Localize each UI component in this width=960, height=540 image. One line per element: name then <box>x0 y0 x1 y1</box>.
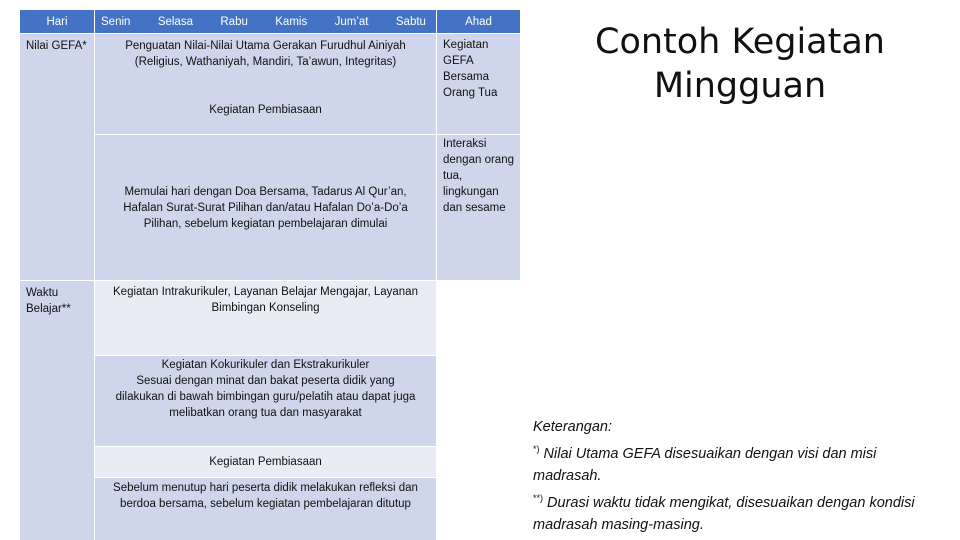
kokurikuler-body: Sesuai dengan minat dan bakat peserta didik yang dilakukan di bawah bimbingan guru/pelatih atau dapat juga melibatkan orang tua dan masyarakat <box>115 375 416 419</box>
row-label-nilai-gefa <box>20 34 94 280</box>
note-2-marker: **) <box>533 492 544 503</box>
header-ahad <box>437 10 520 33</box>
header-ahad-label: Ahad <box>465 15 492 28</box>
memulai-hari-text: Memulai hari dengan Doa Bersama, Tadarus Al Qur’an, Hafalan Surat-Surat Pilihan dan/atau Hafalan Do’a-Do’a Pilihan, sebelum kegiatan pembelajaran dimulai <box>123 185 408 230</box>
ahad-interaksi-text: Interaksi dengan orang tua, lingkungan dan sesame <box>443 138 514 214</box>
cell-kokurikuler <box>95 356 436 446</box>
cell-memulai-hari <box>95 135 436 280</box>
waktu-belajar-label: Waktu Belajar** <box>26 287 71 315</box>
kokurikuler-title: Kegiatan Kokurikuler dan Ekstrakurikuler <box>161 359 370 371</box>
nilai-gefa-label: Nilai GEFA* <box>26 40 87 52</box>
penguatan-line1: Penguatan Nilai-Nilai Utama Gerakan Furudhul Ainiyah <box>125 40 406 52</box>
notes-heading: Keterangan: <box>533 419 613 435</box>
intrakurikuler-text: Kegiatan Intrakurikuler, Layanan Belajar Mengajar, Layanan Bimbingan Konseling <box>113 286 418 314</box>
row-label-waktu-belajar <box>20 281 94 540</box>
note-1-marker: *) <box>533 444 540 454</box>
ahad-gefa-text: Kegiatan GEFA Bersama Orang Tua <box>443 39 498 99</box>
cell-penguatan <box>95 34 436 134</box>
cell-ahad-interaksi <box>437 135 520 280</box>
cell-intrakurikuler <box>95 281 436 355</box>
note-2-text: Durasi waktu tidak mengikat, disesuaikan dengan kondisi madrasah masing-masing. <box>533 494 915 533</box>
header-hari <box>20 10 94 33</box>
kegiatan-pembiasaan-1: Kegiatan Pembiasaan <box>209 104 322 116</box>
header-senin: Senin <box>101 15 131 28</box>
cell-kegiatan-pembiasaan-2 <box>95 447 436 477</box>
penguatan-line2: (Religius, Wathaniyah, Mandiri, Ta’awun, Integritas) <box>134 56 397 68</box>
page-title: Contoh Kegiatan Mingguan <box>595 22 885 106</box>
header-kamis: Kamis <box>275 15 308 28</box>
header-days <box>95 10 436 33</box>
menutup-hari-text: Sebelum menutup hari peserta didik melakukan refleksi dan berdoa bersama, sebelum kegiatan pembelajaran ditutup <box>113 482 418 510</box>
header-hari-label: Hari <box>46 15 68 28</box>
cell-menutup-hari <box>95 478 436 540</box>
kegiatan-pembiasaan-2-text: Kegiatan Pembiasaan <box>209 456 322 468</box>
header-rabu: Rabu <box>220 15 248 28</box>
notes-block <box>533 416 943 536</box>
note-1-text: Nilai Utama GEFA disesuaikan dengan visi dan misi madrasah. <box>533 445 877 484</box>
header-jumat: Jum’at <box>334 15 369 28</box>
note-1 <box>533 438 943 487</box>
cell-ahad-gefa <box>437 34 520 134</box>
header-selasa: Selasa <box>157 15 193 28</box>
header-sabtu: Sabtu <box>395 15 426 28</box>
note-2 <box>533 487 943 536</box>
